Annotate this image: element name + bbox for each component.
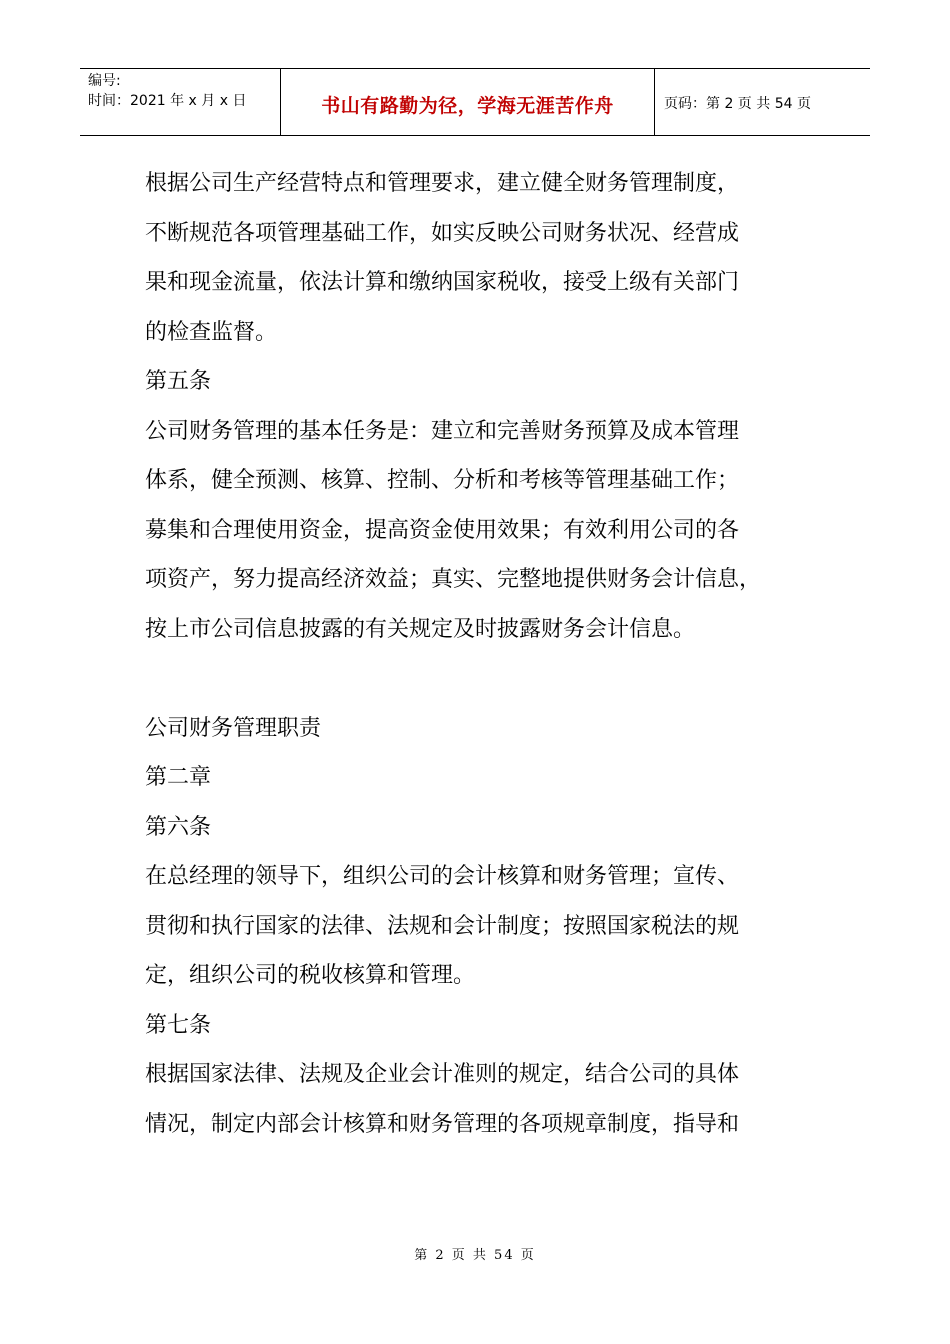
paragraph-line: 根据国家法律、法规及企业会计准则的规定，结合公司的具体 — [145, 1062, 740, 1087]
blank-line — [145, 654, 815, 704]
paragraph-line: 按上市公司信息披露的有关规定及时披露财务会计信息。 — [145, 616, 696, 642]
document-body — [145, 159, 815, 1149]
header-divider — [654, 69, 655, 135]
page-footer: 第 2 页 共 54 页 — [414, 1248, 536, 1263]
paragraph-line: 项资产，努力提高经济效益；真实、完整地提供财务会计信息， — [145, 567, 762, 592]
article-heading: 第七条 — [145, 1012, 212, 1038]
paragraph-line: 公司财务管理的基本任务是：建立和完善财务预算及成本管理 — [145, 418, 740, 444]
paragraph-line: 定，组织公司的税收核算和管理。 — [145, 963, 476, 988]
paragraph-line: 的检查监督。 — [145, 319, 278, 345]
header-motto: 书山有路勤为径，学海无涯苦作舟 — [321, 95, 614, 117]
article-heading: 第六条 — [145, 814, 212, 840]
header-page-info: 页码：第 2 页 共 54 页 — [664, 96, 811, 112]
header-meta — [88, 71, 246, 111]
document-number-label: 编号: — [88, 73, 121, 89]
paragraph-line: 在总经理的领导下，组织公司的会计核算和财务管理；宣传、 — [145, 864, 740, 889]
paragraph-line: 情况，制定内部会计核算和财务管理的各项规章制度，指导和 — [145, 1111, 740, 1137]
section-title: 公司财务管理职责 — [145, 715, 322, 741]
paragraph-line: 果和现金流量，依法计算和缴纳国家税收，接受上级有关部门 — [145, 270, 740, 295]
paragraph-line: 体系，健全预测、核算、控制、分析和考核等管理基础工作； — [145, 468, 740, 493]
page-header — [80, 68, 870, 136]
paragraph-line: 募集和合理使用资金，提高资金使用效果；有效利用公司的各 — [145, 517, 740, 543]
article-heading: 第五条 — [145, 369, 212, 394]
chapter-heading: 第二章 — [145, 765, 212, 790]
document-date: 时间：2021 年 x 月 x 日 — [88, 93, 247, 109]
paragraph-line: 不断规范各项管理基础工作，如实反映公司财务状况、经营成 — [145, 220, 740, 246]
paragraph-line: 根据公司生产经营特点和管理要求，建立健全财务管理制度， — [145, 171, 740, 196]
paragraph-line: 贯彻和执行国家的法律、法规和会计制度；按照国家税法的规 — [145, 913, 740, 939]
